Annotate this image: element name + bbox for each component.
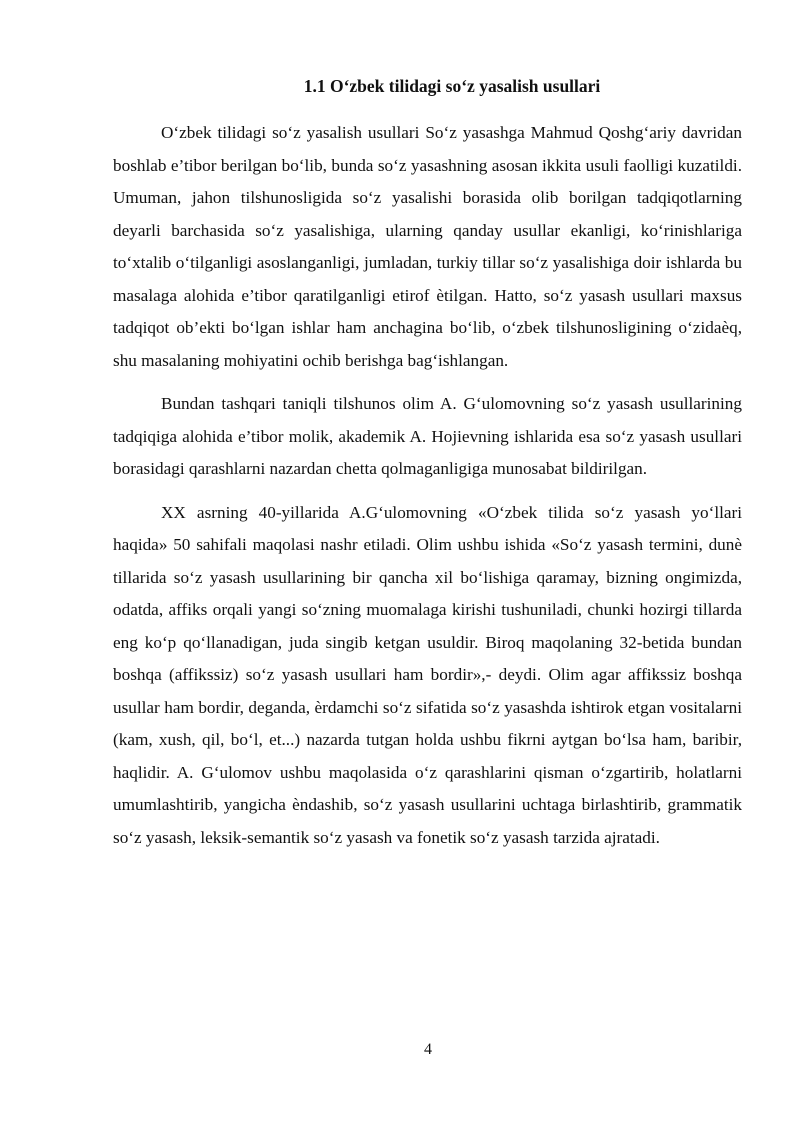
body-text	[113, 117, 742, 865]
paragraph-3: XX asrning 40-yillarida A.G‘ulomovning «O‘zbek tilida so‘z yasash yo‘llari haqida» 50 sahifali maqolasi nashr etiladi. Olim ushbu ishida «So‘z yasash termini, dunè tillarida so‘z yasash usullarining bir qancha xil bo‘lishiga qaramay, bizning ongimizda, odatda, affiks orqali yangi so‘zning muomalaga kirishi tushuniladi, chunki hozirgi tillarda eng ko‘p qo‘llanadigan, juda singib ketgan usuldir. Biroq maqolaning 32-betida bundan boshqa (affikssiz) so‘z yasash usullari ham bordir»,- deydi. Olim agar affikssiz boshqa usullar ham bordir, deganda, èrdamchi so‘z sifatida so‘z yasashda ishtirok etgan vositalarni (kam, xush, qil, bo‘l, et...) nazarda tutgan holda ushbu fikrni aytgan bo‘lsa ham, baribir, haqlidir. A. G‘ulomov ushbu maqolasida o‘z qarashlarini qisman o‘zgartirib, holatlarni umumlashtirib, yangicha èndashib, so‘z yasash usullarini uchtaga birlashtirib, grammatik so‘z yasash, leksik-semantik so‘z yasash va fonetik so‘z yasash tarzida ajratadi.	[113, 502, 742, 847]
page-number: 4	[424, 1041, 432, 1058]
paragraph-1: O‘zbek tilidagi so‘z yasalish usullari So‘z yasashga Mahmud Qoshg‘ariy davridan boshlab e’tibor berilgan bo‘lib, bunda so‘z yasashning asosan ikkita usuli faolligi kuzatildi. Umuman, jahon tilshunosligida so‘z yasalishi borasida olib borilgan tadqiqotlarning deyarli barchasida so‘z yasalishiga, ularning qanday usullar ekanligi, ko‘rinishlariga to‘xtalib o‘tilganligi asoslanganligi, jumladan, turkiy tillar so‘z yasalishiga doir ishlarda bu masalaga alohida e’tibor qaratilganligi etirof ètilgan. Hatto, so‘z yasash usullari maxsus tadqiqot ob’ekti bo‘lgan ishlar ham anchagina bo‘lib, o‘zbek tilshunosligining o‘zidaèq, shu masalaning mohiyatini ochib berishga bag‘ishlangan.	[113, 123, 742, 370]
paragraph-2: Bundan tashqari taniqli tilshunos olim A. G‘ulomovning so‘z yasash usullarining tadqiqiga alohida e’tibor molik, akademik A. Hojievning ishlarida esa so‘z yasash usullari borasidagi qarashlarni nazardan chetta qolmaganligiga munosabat bildirilgan.	[113, 394, 742, 478]
section-heading: 1.1 O‘zbek tilidagi so‘z yasalish usullari	[303, 76, 601, 96]
